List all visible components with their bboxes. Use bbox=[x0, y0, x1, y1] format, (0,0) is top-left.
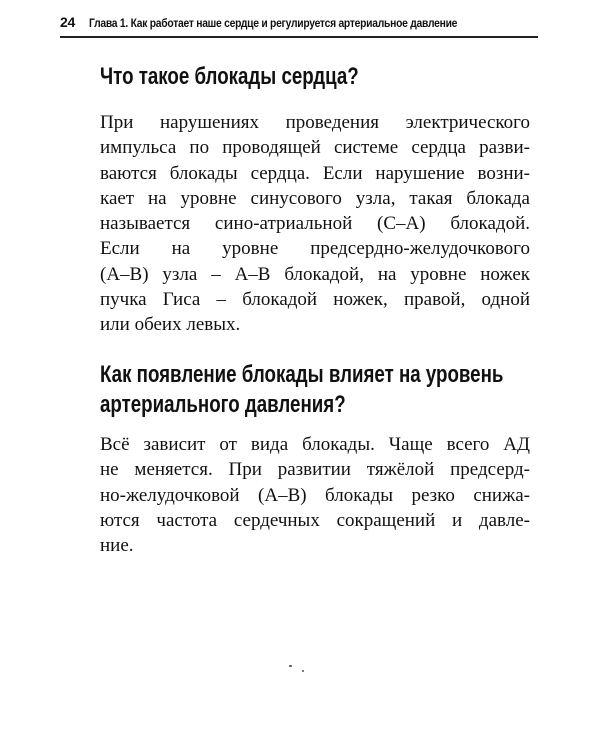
section-2-heading-line: Как появление блокады влияет на уровень bbox=[100, 361, 504, 388]
paragraph-line: Всё зависит от вида блокады. Чаще всего АД bbox=[100, 434, 530, 455]
paragraph-line: называется сино-атриальной (С–А) блокадой. bbox=[100, 213, 530, 235]
section-2-heading bbox=[100, 360, 503, 420]
page-header bbox=[60, 14, 538, 38]
section-1-heading: Что такое блокады сердца? bbox=[100, 63, 359, 90]
section-2-heading-line: артериального давления? bbox=[100, 391, 346, 418]
paragraph-line: ваются блокады сердца. Если нарушение возни- bbox=[100, 162, 530, 184]
page-number: 24 bbox=[60, 14, 75, 30]
paragraph-line: или обеих левых. bbox=[100, 314, 241, 336]
paragraph-line: ются частота сердечных сокращений и давле- bbox=[100, 509, 530, 531]
paragraph-line: импульса по проводящей системе сердца разви- bbox=[100, 137, 530, 159]
running-head: Глава 1. Как работает наше сердце и регулируется артериальное давление bbox=[88, 16, 458, 30]
paragraph-line: При нарушениях проведения электрического bbox=[100, 112, 530, 133]
paragraph-line: но-желудочковой (А–В) блокады резко снижа- bbox=[100, 484, 530, 506]
section-2-paragraph bbox=[100, 432, 530, 558]
scan-speck bbox=[302, 670, 304, 672]
section-1-paragraph bbox=[100, 110, 530, 338]
scan-speck bbox=[289, 665, 292, 667]
paragraph-line: Если на уровне предсердно-желудочкового bbox=[100, 238, 530, 260]
paragraph-line: кает на уровне синусового узла, такая блокада bbox=[100, 187, 530, 209]
paragraph-line: не меняется. При развитии тяжёлой предсерд- bbox=[100, 459, 530, 481]
paragraph-line: ние. bbox=[100, 535, 134, 557]
paragraph-line: (А–В) узла – А–В блокадой, на уровне ножек bbox=[100, 263, 530, 285]
paragraph-line: пучка Гиса – блокадой ножек, правой, одной bbox=[100, 289, 530, 311]
